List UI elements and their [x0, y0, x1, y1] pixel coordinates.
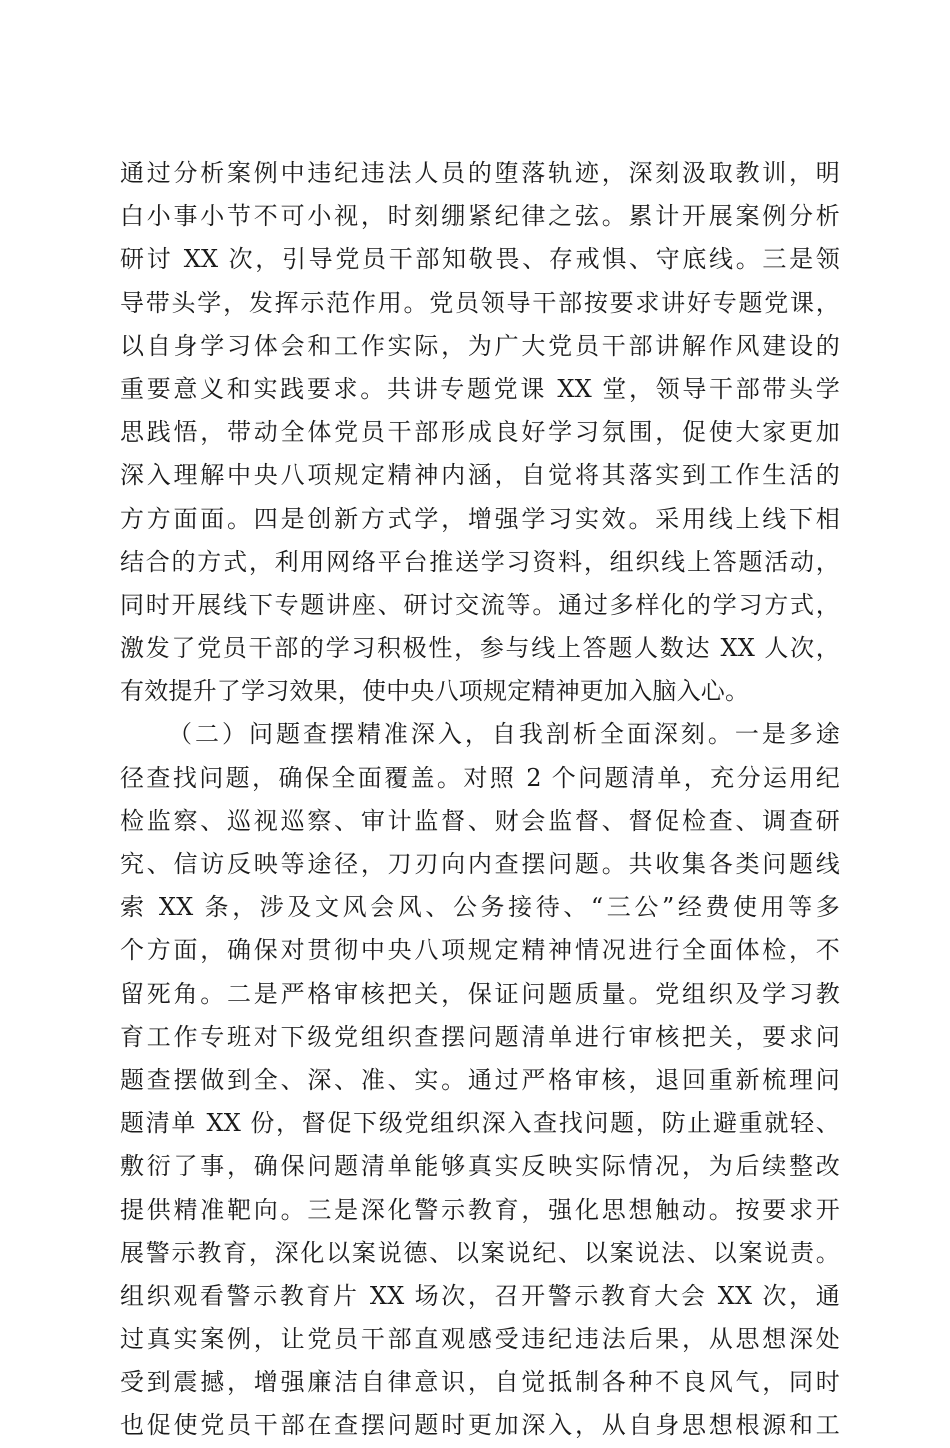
text-line: 同时开展线下专题讲座、研讨交流等。通过多样化的学习方式，: [120, 590, 840, 619]
text-line: 索 XX 条，涉及文风会风、公务接待、“三公”经费使用等多: [120, 893, 840, 922]
text-line: 组织观看警示教育片 XX 场次，召开警示教育大会 XX 次，通: [120, 1281, 840, 1310]
text-line: 个方面，确保对贯彻中央八项规定精神情况进行全面体检，不: [120, 936, 840, 965]
text-line: 育工作专班对下级党组织查摆问题清单进行审核把关，要求问: [120, 1022, 840, 1051]
text-line: 敷衍了事，确保问题清单能够真实反映实际情况，为后续整改: [120, 1152, 840, 1181]
text-line: 思践悟，带动全体党员干部形成良好学习氛围，促使大家更加: [120, 418, 840, 447]
text-line: 研讨 XX 次，引导党员干部知敬畏、存戒惧、守底线。三是领: [120, 245, 840, 274]
body-text: [120, 152, 840, 1448]
text-line: 方方面面。四是创新方式学，增强学习实效。采用线上线下相: [120, 504, 840, 533]
text-line: 重要意义和实践要求。共讲专题党课 XX 堂，领导干部带头学: [120, 374, 840, 403]
text-line: 结合的方式，利用网络平台推送学习资料，组织线上答题活动，: [120, 547, 840, 576]
text-line: 究、信访反映等途径，刀刃向内查摆问题。共收集各类问题线: [120, 850, 840, 878]
text-line: 导带头学，发挥示范作用。党员领导干部按要求讲好专题党课，: [120, 288, 840, 317]
text-line: 题清单 XX 份，督促下级党组织深入查找问题，防止避重就轻、: [120, 1109, 840, 1138]
text-line: 以自身学习体会和工作实际，为广大党员干部讲解作风建设的: [120, 331, 840, 360]
text-line: 受到震撼，增强廉洁自律意识，自觉抵制各种不良风气，同时: [120, 1368, 840, 1397]
text-line: 提供精准靶向。三是深化警示教育，强化思想触动。按要求开: [120, 1195, 840, 1224]
text-line: 深入理解中央八项规定精神内涵，自觉将其落实到工作生活的: [120, 461, 840, 490]
text-line: 也促使党员干部在查摆问题时更加深入，从自身思想根源和工: [120, 1411, 840, 1440]
text-line: 展警示教育，深化以案说德、以案说纪、以案说法、以案说责。: [120, 1238, 840, 1267]
text-line: 检监察、巡视巡察、审计监督、财会监督、督促检查、调查研: [120, 806, 840, 835]
text-line: 过真实案例，让党员干部直观感受违纪违法后果，从思想深处: [120, 1325, 840, 1354]
text-line: 白小事小节不可小视，时刻绷紧纪律之弦。累计开展案例分析: [120, 202, 840, 231]
section-heading-line: （二）问题查摆精准深入，自我剖析全面深刻。一是多途: [168, 720, 840, 749]
text-line: 通过分析案例中违纪违法人员的堕落轨迹，深刻汲取教训，明: [120, 159, 840, 187]
text-line: 径查找问题，确保全面覆盖。对照 2 个问题清单，充分运用纪: [120, 763, 840, 792]
text-line: 题查摆做到全、深、准、实。通过严格审核，退回重新梳理问: [120, 1065, 840, 1094]
text-line: 激发了党员干部的学习积极性，参与线上答题人数达 XX 人次，: [120, 634, 840, 663]
paragraph-end-line: 有效提升了学习效果，使中央八项规定精神更加入脑入心。: [120, 677, 750, 706]
text-line: 留死角。二是严格审核把关，保证问题质量。党组织及学习教: [120, 979, 840, 1008]
